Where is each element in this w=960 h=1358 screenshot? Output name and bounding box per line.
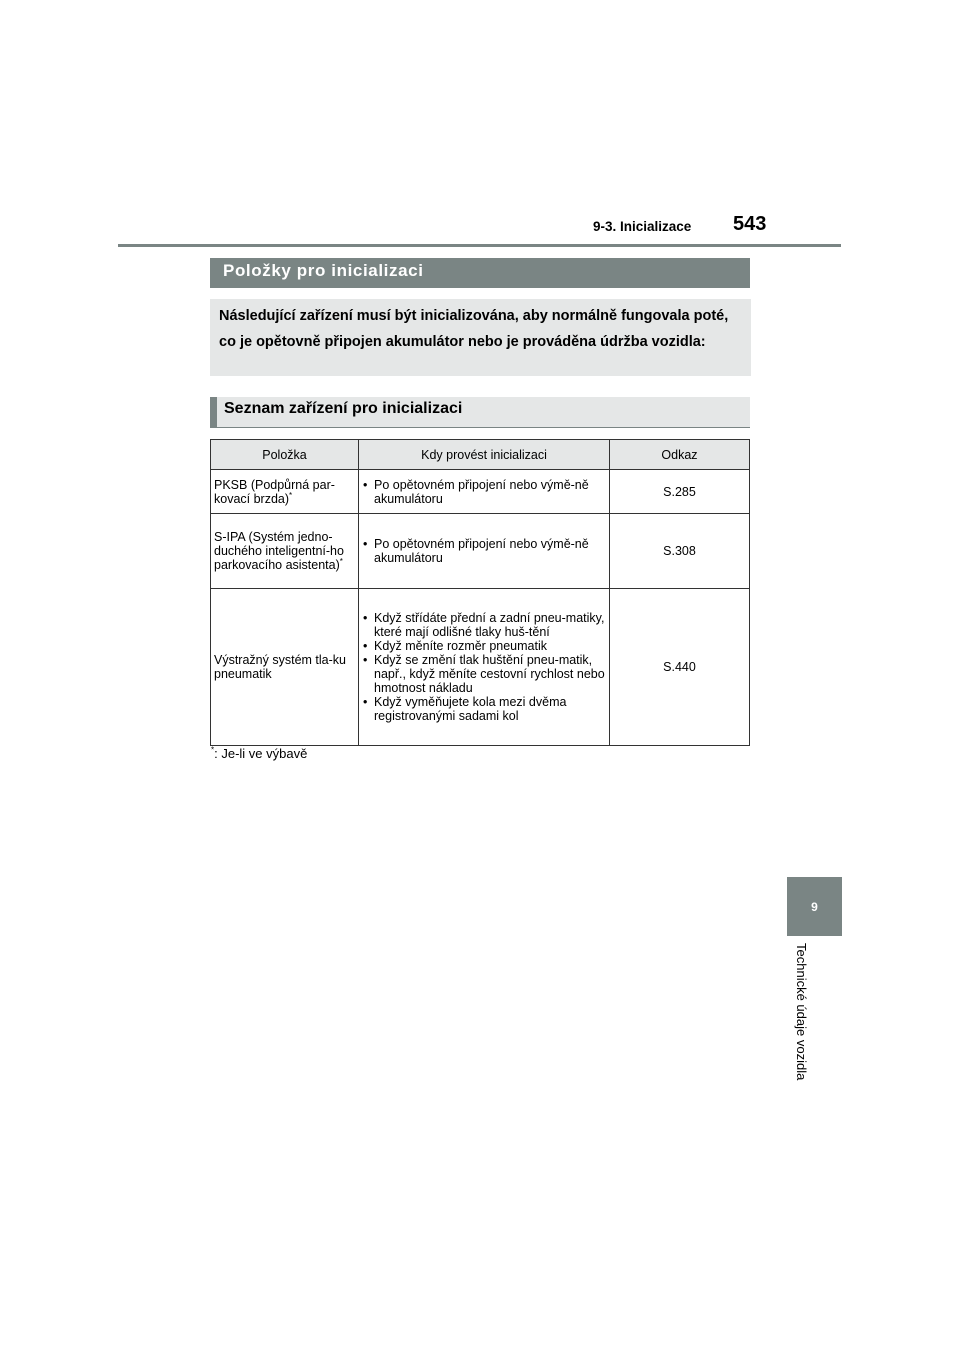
- item-cell: [211, 514, 359, 589]
- table-row: [211, 470, 750, 514]
- footnote-mark: *: [339, 556, 343, 566]
- when-item: • Když měníte rozměr pneumatik: [362, 639, 606, 653]
- when-cell: [359, 589, 610, 746]
- item-cell: [211, 470, 359, 514]
- column-header-when: Kdy provést inicializaci: [359, 440, 610, 470]
- footnote-mark: *: [289, 490, 293, 500]
- item-name: S-IPA (Systém jedno-duchého inteligentní-ho parkovacího asistenta): [214, 530, 344, 572]
- when-item: • Když se změní tlak huštění pneu-matik, např., když měníte cestovní rychlost nebo hmotnost nákladu: [362, 653, 606, 695]
- chapter-title: Technické údaje vozidla: [794, 943, 809, 1081]
- footnote-asterisk: *: [211, 745, 215, 755]
- column-header-item: Položka: [211, 440, 359, 470]
- footnote: [211, 746, 307, 761]
- footnote-text: : Je-li ve výbavě: [214, 746, 308, 761]
- subsection-title: Seznam zařízení pro inicializaci: [210, 397, 750, 427]
- intro-text: Následující zařízení musí být inicializována, aby normálně fungovala poté, co je opětovně připojen akumulátor nebo je prováděna údržba vozidla:: [210, 299, 751, 376]
- item-name: PKSB (Podpůrná par-kovací brzda): [214, 477, 335, 506]
- when-item: • Když střídáte přední a zadní pneu-matiky, které mají odlišné tlaky huš-tění: [362, 611, 606, 639]
- item-name: Výstražný systém tla-ku pneumatik: [214, 653, 346, 681]
- when-item: • Po opětovném připojení nebo výmě-ně akumulátoru: [362, 478, 606, 506]
- when-item: • Když vyměňujete kola mezi dvěma registrovanými sadami kol: [362, 695, 606, 723]
- chapter-tab: 9: [787, 877, 842, 936]
- header-section-title: 9-3. Inicializace: [593, 219, 692, 234]
- page-number: 543: [733, 213, 767, 235]
- table-header-row: [211, 440, 750, 470]
- item-cell: [211, 589, 359, 746]
- table-row: [211, 514, 750, 589]
- header-divider: [118, 244, 841, 247]
- when-item: • Po opětovném připojení nebo výmě-ně akumulátoru: [362, 537, 606, 565]
- when-cell: [359, 470, 610, 514]
- table-row: [211, 589, 750, 746]
- section-title: Položky pro inicializaci: [210, 258, 750, 288]
- reference-cell: S.285: [610, 470, 750, 514]
- reference-cell: S.440: [610, 589, 750, 746]
- reference-cell: S.308: [610, 514, 750, 589]
- subsection-divider: [210, 427, 750, 428]
- when-cell: [359, 514, 610, 589]
- column-header-reference: Odkaz: [610, 440, 750, 470]
- initialization-table: [210, 439, 750, 746]
